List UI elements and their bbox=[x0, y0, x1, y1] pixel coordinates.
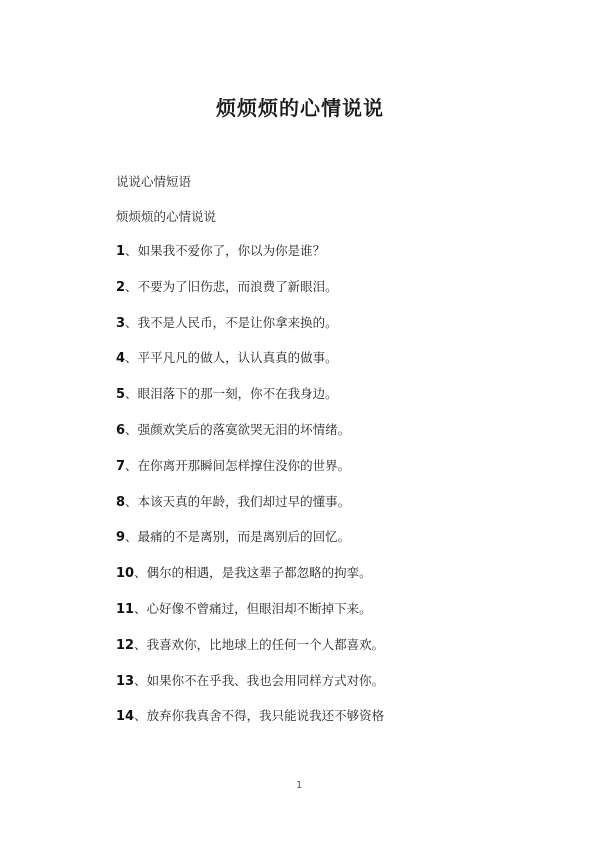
item-separator: 、 bbox=[125, 278, 138, 294]
item-number: 2 bbox=[116, 279, 126, 295]
item-number: 12 bbox=[116, 637, 135, 653]
item-text: 心好像不曾痛过，但眼泪却不断掉下来。 bbox=[146, 600, 372, 616]
item-text: 我不是人民币，不是让你拿来换的。 bbox=[137, 314, 338, 330]
item-text: 最痛的不是离别，而是离别后的回忆。 bbox=[137, 529, 351, 545]
list-item bbox=[116, 348, 384, 384]
item-separator: 、 bbox=[125, 493, 138, 509]
list-item bbox=[116, 313, 384, 349]
item-separator: 、 bbox=[125, 421, 138, 437]
item-number: 13 bbox=[116, 673, 135, 689]
item-text: 不要为了旧伤悲，而浪费了新眼泪。 bbox=[137, 278, 338, 294]
item-number: 5 bbox=[116, 387, 126, 403]
list-item bbox=[116, 671, 384, 707]
item-text: 我喜欢你，比地球上的任何一个人都喜欢。 bbox=[146, 636, 385, 652]
item-separator: 、 bbox=[125, 243, 138, 258]
item-text: 如果你不在乎我、我也会用同样方式对你。 bbox=[146, 672, 385, 688]
list-item bbox=[116, 527, 384, 563]
item-separator: 、 bbox=[125, 314, 138, 330]
item-number: 3 bbox=[116, 315, 126, 331]
list-item bbox=[116, 241, 384, 277]
item-separator: 、 bbox=[125, 529, 138, 545]
item-separator: 、 bbox=[134, 672, 147, 688]
list-item bbox=[116, 420, 384, 456]
subheading-annoyed-mood: 烦烦烦的心情说说 bbox=[116, 209, 217, 224]
item-number: 8 bbox=[116, 494, 126, 510]
item-separator: 、 bbox=[125, 350, 138, 366]
item-separator: 、 bbox=[134, 708, 147, 724]
item-number: 10 bbox=[116, 566, 135, 582]
list-item bbox=[116, 456, 384, 492]
list-item bbox=[116, 384, 384, 420]
item-number: 14 bbox=[116, 709, 135, 725]
quote-list bbox=[116, 241, 384, 742]
item-separator: 、 bbox=[134, 636, 147, 652]
list-item bbox=[116, 492, 384, 528]
list-item bbox=[116, 599, 384, 635]
item-text: 如果我不爱你了，你以为你是谁？ bbox=[137, 243, 326, 258]
item-separator: 、 bbox=[125, 386, 138, 402]
list-item bbox=[116, 277, 384, 313]
item-separator: 、 bbox=[125, 457, 138, 473]
list-item bbox=[116, 635, 384, 671]
item-text: 放弃你我真舍不得，我只能说我还不够资格 bbox=[146, 708, 385, 724]
item-text: 本该天真的年龄，我们却过早的懂事。 bbox=[137, 493, 351, 509]
list-item bbox=[116, 563, 384, 599]
item-number: 4 bbox=[116, 351, 126, 367]
item-text: 平平凡凡的做人，认认真真的做事。 bbox=[137, 350, 338, 366]
item-text: 偶尔的相遇，是我这辈子都忽略的拘挛。 bbox=[146, 565, 372, 581]
item-text: 强颜欢笑后的落寞欲哭无泪的坏情绪。 bbox=[137, 421, 351, 437]
page-title: 烦烦烦的心情说说 bbox=[216, 96, 384, 120]
item-number: 11 bbox=[116, 601, 135, 617]
page-number: 1 bbox=[296, 780, 303, 791]
item-separator: 、 bbox=[134, 600, 147, 616]
item-number: 7 bbox=[116, 458, 126, 474]
item-number: 1 bbox=[116, 244, 126, 259]
item-number: 6 bbox=[116, 422, 126, 438]
list-item bbox=[116, 706, 384, 742]
item-number: 9 bbox=[116, 530, 126, 546]
item-text: 在你离开那瞬间怎样撑住没你的世界。 bbox=[137, 457, 351, 473]
item-text: 眼泪落下的那一刻，你不在我身边。 bbox=[137, 386, 338, 402]
subheading-mood-phrases: 说说心情短语 bbox=[116, 174, 192, 189]
item-separator: 、 bbox=[134, 565, 147, 581]
